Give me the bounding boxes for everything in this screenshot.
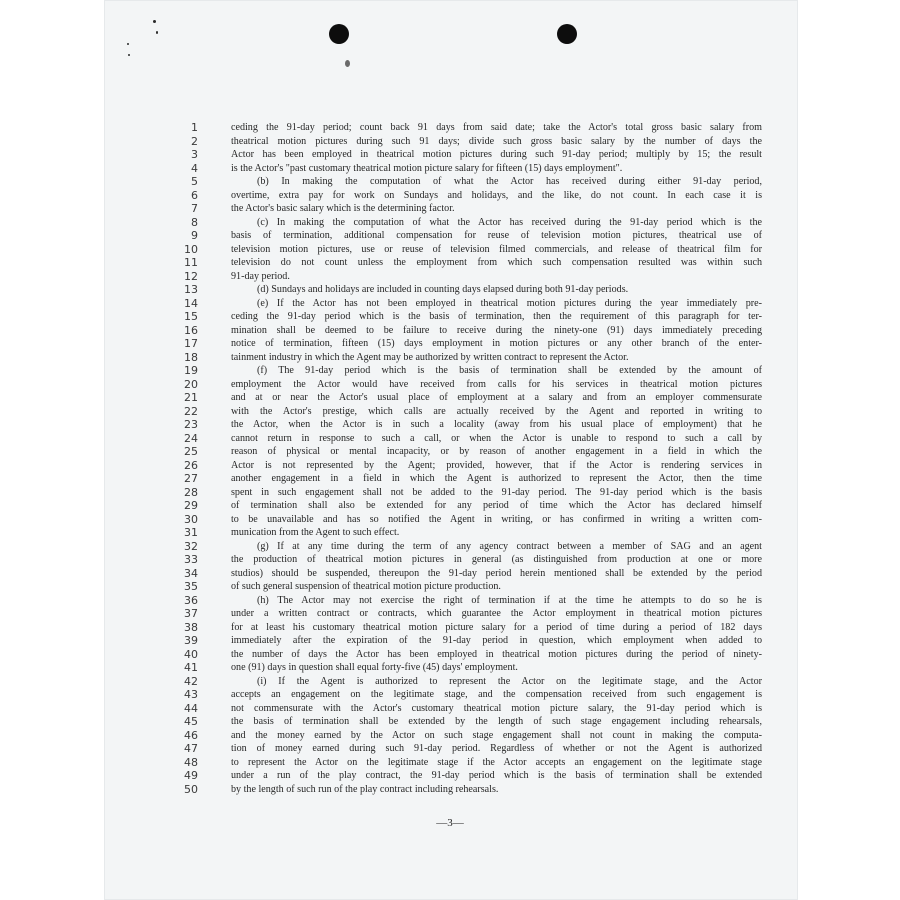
- paper-speck: [128, 54, 130, 56]
- line-number: 2: [191, 134, 198, 148]
- line-number: 50: [184, 782, 198, 796]
- line-number: 9: [191, 229, 198, 242]
- text-line: to be unavailable and has so notified the Agent in writing, or has confirmed in writing a written com-: [231, 513, 762, 525]
- line-number: 17: [184, 337, 198, 350]
- text-line: another engagement in a field in which the Agent is authorized to represent the Actor, then the time: [231, 473, 762, 484]
- text-line: the Actor's basic salary which is the determining factor.: [231, 203, 455, 214]
- punch-hole-right: [557, 24, 577, 44]
- text-line: studios) should be suspended, thereupon the 91-day period herein mentioned shall be extended by the period: [231, 567, 762, 579]
- text-line: television do not count unless the employment from which such compensation resulted was within such: [231, 257, 762, 268]
- text-line: (g) If at any time during the term of any agency contract between a member of SAG and an agent: [257, 540, 762, 552]
- text-line: with the Actor's prestige, which calls are actually received by the Agent and reported in writing to: [231, 405, 762, 417]
- text-line: employment the Actor would have received from calls for his services in theatrical motion pictures: [231, 378, 762, 390]
- text-line: under a written contract or contracts, which guarantee the Actor employment in theatrical motion pictures: [231, 608, 762, 619]
- line-number: 33: [184, 553, 198, 566]
- text-line: (f) The 91-day period which is the basis of termination shall be extended by the amount of: [257, 365, 762, 376]
- line-number: 38: [184, 620, 198, 634]
- paper-speck: [156, 31, 158, 34]
- text-line: (h) The Actor may not exercise the right of termination if at the time he attempts to do so he is: [257, 594, 762, 606]
- line-number: 1: [191, 121, 198, 134]
- line-number: 43: [184, 688, 198, 701]
- line-number: 6: [191, 188, 198, 202]
- line-number: 10: [184, 242, 198, 256]
- line-number: 13: [184, 283, 198, 296]
- line-number: 32: [184, 539, 198, 553]
- line-number: 15: [184, 310, 198, 323]
- line-number: 46: [184, 728, 198, 742]
- line-number: 18: [184, 350, 198, 364]
- text-line: basis of termination, additional compensation for reuse of television motion pictures, theatrical use of: [231, 230, 762, 241]
- line-number: 40: [184, 647, 198, 661]
- line-number: 31: [184, 526, 198, 539]
- line-number: 14: [184, 296, 198, 310]
- page-number: —3—: [436, 817, 464, 829]
- line-number: 44: [184, 701, 198, 715]
- text-line: of such general suspension of theatrical motion picture production.: [231, 581, 501, 592]
- line-number: 39: [184, 634, 198, 647]
- text-line: one (91) days in question shall equal forty-five (45) days' employment.: [231, 662, 518, 673]
- text-line: overtime, extra pay for work on Sundays and holidays, and the like, do not count. In each case it is: [231, 189, 762, 201]
- text-line: spent in such engagement shall not be added to the 91-day period. The 91-day period which is the basis: [231, 486, 762, 498]
- line-number: 21: [184, 391, 198, 404]
- text-line: ceding the 91-day period which is the basis of termination, then the requirement of this paragraph for ter-: [231, 311, 762, 322]
- text-line: the basis of termination shall be extended by the length of such stage engagement including rehearsals,: [231, 716, 762, 727]
- text-line: (c) In making the computation of what the Actor has received during the 91-day period which is the: [257, 216, 762, 228]
- line-number: 34: [184, 566, 198, 580]
- text-line: 91-day period.: [231, 270, 290, 282]
- line-number: 27: [184, 472, 198, 485]
- line-number: 3: [191, 148, 198, 161]
- line-number: 25: [184, 445, 198, 458]
- line-number: 16: [184, 323, 198, 337]
- line-number: 48: [184, 755, 198, 769]
- line-number: 45: [184, 715, 198, 728]
- text-line: (d) Sundays and holidays are included in counting days elapsed during both 91-day periods.: [257, 284, 629, 295]
- line-number: 5: [191, 175, 198, 188]
- text-line: theatrical motion pictures during such 91 days; divide such gross basic salary by the number of days the: [231, 135, 762, 147]
- text-line: the number of days the Actor has been employed in theatrical motion pictures during the period of ninety-: [231, 648, 762, 660]
- text-line: for at least his customary theatrical motion picture salary for a period of time during a period of 182 days: [231, 621, 762, 633]
- text-line: (i) If the Agent is authorized to represent the Actor on the legitimate stage, and the Actor: [257, 675, 762, 687]
- text-line: and at or near the Actor's usual place of employment at a salary and from an employer commensurate: [231, 392, 762, 403]
- text-line: under a run of the play contract, the 91-day period which is the basis of termination shall be extended: [231, 770, 762, 781]
- line-number: 12: [184, 269, 198, 283]
- line-number: 23: [184, 418, 198, 431]
- text-line: not commensurate with the Actor's customary theatrical motion picture salary, the 91-day period which is: [231, 702, 762, 714]
- line-number: 42: [184, 674, 198, 688]
- text-line: accepts an engagement on the legitimate stage, and the compensation received from such engagement is: [231, 689, 762, 700]
- line-number: 7: [191, 202, 198, 215]
- paper-speck: [153, 20, 156, 23]
- line-number: 28: [184, 485, 198, 499]
- line-number: 22: [184, 404, 198, 418]
- line-number: 26: [184, 458, 198, 472]
- line-number: 8: [191, 215, 198, 229]
- text-line: and the money earned by the Actor on such stage engagement shall not count in making the computa-: [231, 729, 762, 741]
- line-number: 11: [184, 256, 198, 269]
- paper-speck: [345, 60, 350, 67]
- line-number: 24: [184, 431, 198, 445]
- text-line: tion of money earned during such 91-day period. Regardless of whether or not the Agent is authorized: [231, 743, 762, 754]
- text-line: by the length of such run of the play contract including rehearsals.: [231, 783, 499, 795]
- line-number: 30: [184, 512, 198, 526]
- line-number-column: [176, 121, 198, 796]
- punch-hole-left: [329, 24, 349, 44]
- text-line: tainment industry in which the Agent may be authorized by written contract to represent the Actor.: [231, 351, 629, 363]
- line-number: 49: [184, 769, 198, 782]
- line-number: 20: [184, 377, 198, 391]
- paper-speck: [127, 43, 129, 45]
- text-line: (b) In making the computation of what the Actor has received during either 91-day period,: [257, 176, 762, 187]
- text-line: to represent the Actor on the legitimate stage if the Actor accepts an engagement on the legitimate stage: [231, 756, 762, 768]
- line-number: 4: [191, 161, 198, 175]
- line-number: 37: [184, 607, 198, 620]
- text-line: notice of termination, fifteen (15) days employment in motion pictures or any other branch of the enter-: [231, 338, 762, 349]
- text-line: reason of physical or mental incapacity, or by reason of another engagement in a field in which the: [231, 446, 762, 457]
- text-line: (e) If the Actor has not been employed in theatrical motion pictures during the year immediately pre-: [257, 297, 762, 309]
- line-number: 41: [184, 661, 198, 674]
- line-number: 29: [184, 499, 198, 512]
- document-body: [231, 121, 762, 796]
- text-line: Actor has been employed in theatrical motion pictures during such 91-day period; multiply by 15; the result: [231, 149, 762, 160]
- text-line: cannot return in response to such a call, or when the Actor is unable to respond to such a call by: [231, 432, 762, 444]
- line-number: 47: [184, 742, 198, 755]
- text-line: the Actor, when the Actor is in such a locality (away from his usual place of employment) that he: [231, 419, 762, 430]
- text-line: the production of theatrical motion pictures in general (as distinguished from production at one or more: [231, 554, 762, 565]
- line-number: 35: [184, 580, 198, 593]
- text-line: ceding the 91-day period; count back 91 days from said date; take the Actor's total gross basic salary from: [231, 122, 762, 133]
- text-line: television motion pictures, use or reuse of television filmed commercials, and release of theatrical film for: [231, 243, 762, 255]
- text-line: is the Actor's "past customary theatrical motion picture salary for fifteen (15) days employment".: [231, 162, 623, 174]
- text-line: of termination shall also be extended for any period of time which the Actor has declared himself: [231, 500, 762, 511]
- text-line: immediately after the expiration of the 91-day period in question, which employment when added to: [231, 635, 762, 646]
- text-line: mination shall be deemed to be failure to receive during the ninety-one (91) days immediately preceding: [231, 324, 762, 336]
- text-line: munication from the Agent to such effect.: [231, 527, 400, 538]
- line-number: 19: [184, 364, 198, 377]
- line-number: 36: [184, 593, 198, 607]
- text-line: Actor is not represented by the Agent; provided, however, that if the Actor is rendering services in: [231, 459, 762, 471]
